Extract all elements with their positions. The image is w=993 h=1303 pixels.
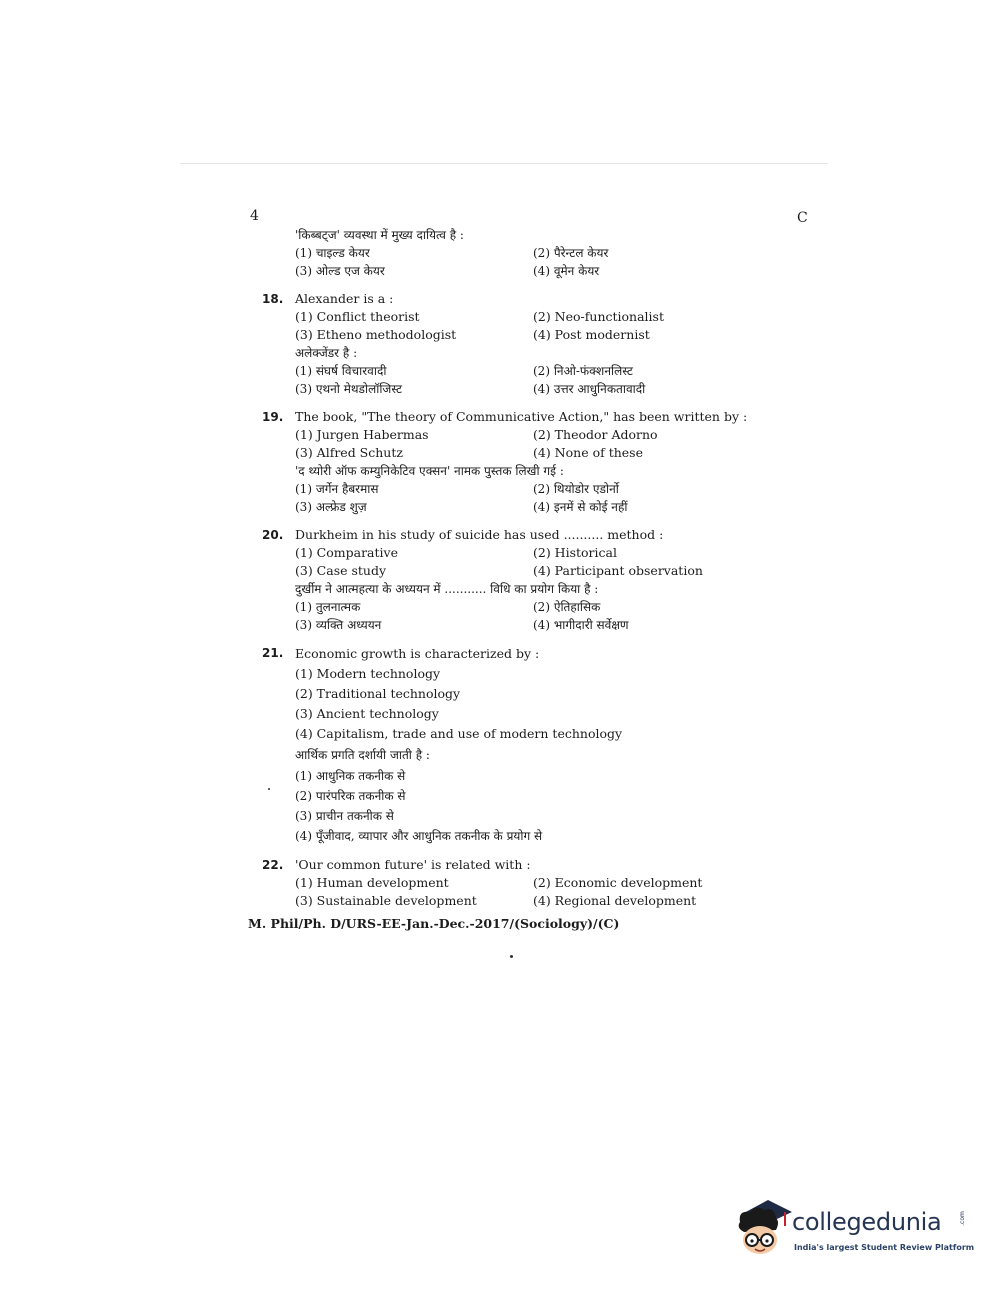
- option: (3) एथनो मेथडोलॉजिस्ट: [295, 382, 403, 396]
- option: (2) Neo-functionalist: [533, 309, 664, 324]
- option: (4) इनमें से कोई नहीं: [533, 500, 628, 514]
- option: (4) Participant observation: [533, 563, 703, 578]
- question-stem-hi: 'द थ्योरी ऑफ कम्युनिकेटिव एक्सन' नामक पुस्तक लिखी गई :: [295, 464, 564, 478]
- option: (1) Jurgen Habermas: [295, 427, 429, 442]
- options-en: [295, 426, 732, 462]
- options-hi: [295, 244, 732, 280]
- option: (3) Alfred Schutz: [295, 445, 403, 460]
- option: (4) None of these: [533, 445, 643, 460]
- question-22: [262, 856, 732, 910]
- options-en: [295, 544, 732, 580]
- option: (4) वूमेन केयर: [533, 264, 600, 278]
- option: (3) प्राचीन तकनीक से: [295, 809, 394, 823]
- student-mascot-icon: [734, 1196, 794, 1262]
- option: (3) Etheno methodologist: [295, 327, 457, 342]
- option: (4) भागीदारी सर्वेक्षण: [533, 618, 629, 632]
- question-stem-hi: आर्थिक प्रगति दर्शायी जाती है :: [295, 748, 430, 762]
- question-number: 22.: [262, 858, 284, 872]
- option: (2) Traditional technology: [295, 686, 461, 701]
- options-en: [295, 664, 732, 744]
- scan-artifact-line: [180, 163, 828, 164]
- question-stem-hi: 'किब्बट्ज' व्यवस्था में मुख्य दायित्व है :: [295, 228, 464, 242]
- brand-name: collegedunia: [792, 1208, 942, 1236]
- brand-tagline: India's largest Student Review Platform: [794, 1243, 975, 1252]
- set-code: C: [797, 210, 808, 226]
- question-19: [262, 408, 748, 516]
- option: (1) Modern technology: [295, 666, 441, 681]
- collegedunia-logo: [734, 1196, 975, 1268]
- scan-dot: [510, 955, 513, 958]
- question-18: [262, 290, 732, 398]
- option: (2) ऐतिहासिक: [533, 600, 601, 614]
- option: (4) Post modernist: [533, 327, 650, 342]
- option: (3) Ancient technology: [295, 706, 439, 721]
- options-en: [295, 874, 732, 910]
- option: (2) निओ-फंक्शनलिस्ट: [533, 364, 633, 378]
- option: (1) चाइल्ड केयर: [295, 246, 370, 260]
- question-number: 21.: [262, 646, 284, 660]
- option: (4) उत्तर आधुनिकतावादी: [533, 382, 646, 396]
- options-hi: [295, 480, 732, 516]
- option: (4) Capitalism, trade and use of modern technology: [295, 726, 623, 741]
- option: (1) जर्गेन हैबरमास: [295, 482, 379, 496]
- option: (2) पारंपरिक तकनीक से: [295, 789, 406, 803]
- question-stem-hi: अलेक्जेंडर है :: [295, 346, 358, 360]
- option: (3) Sustainable development: [295, 893, 477, 908]
- options-en: [295, 308, 732, 344]
- option: (1) Conflict theorist: [295, 309, 420, 324]
- option: (3) Case study: [295, 563, 387, 578]
- option: (3) अल्फ्रेड शुज़: [295, 500, 367, 514]
- brand-suffix: .com: [958, 1211, 966, 1226]
- option: (2) पैरेन्टल केयर: [533, 246, 609, 260]
- option: (1) तुलनात्मक: [295, 600, 361, 614]
- question-number: 18.: [262, 292, 284, 306]
- option: (4) पूँजीवाद, व्यापार और आधुनिक तकनीक के प्रयोग से: [295, 829, 543, 843]
- scan-dot: [268, 788, 270, 790]
- question-stem-en: The book, "The theory of Communicative Action," has been written by :: [295, 409, 748, 424]
- question-number: 19.: [262, 410, 284, 424]
- question-stem-hi: दुर्खीम ने आत्महत्या के अध्ययन में ........... विधि का प्रयोग किया है :: [295, 582, 599, 596]
- option: (2) थियोडोर एडोर्नो: [533, 482, 619, 496]
- option: (3) व्यक्ति अध्ययन: [295, 618, 382, 632]
- paper-code-footer: M. Phil/Ph. D/URS-EE-Jan.-Dec.-2017/(Sociology)/(C): [248, 916, 620, 931]
- option: (2) Economic development: [533, 875, 703, 890]
- question-stem-en: Durkheim in his study of suicide has used .......... method :: [295, 527, 664, 542]
- page-number: 4: [250, 208, 259, 224]
- options-hi: [295, 766, 732, 846]
- option: (1) Human development: [295, 875, 449, 890]
- question-number: 20.: [262, 528, 284, 542]
- option: (1) Comparative: [295, 545, 398, 560]
- option: (1) आधुनिक तकनीक से: [295, 769, 406, 783]
- option: (4) Regional development: [533, 893, 697, 908]
- option: (1) संघर्ष विचारवादी: [295, 364, 387, 378]
- options-hi: [295, 362, 732, 398]
- question-content: [262, 226, 748, 910]
- options-hi: [295, 598, 732, 634]
- option: (2) Historical: [533, 545, 617, 560]
- question-stem-en: Economic growth is characterized by :: [295, 646, 540, 661]
- question-17-continuation: [262, 226, 732, 280]
- question-20: [262, 526, 732, 634]
- question-stem-en: 'Our common future' is related with :: [295, 857, 531, 872]
- question-stem-en: Alexander is a :: [295, 291, 394, 306]
- option: (2) Theodor Adorno: [533, 427, 658, 442]
- question-21: [262, 644, 732, 846]
- option: (3) ओल्ड एज केयर: [295, 264, 385, 278]
